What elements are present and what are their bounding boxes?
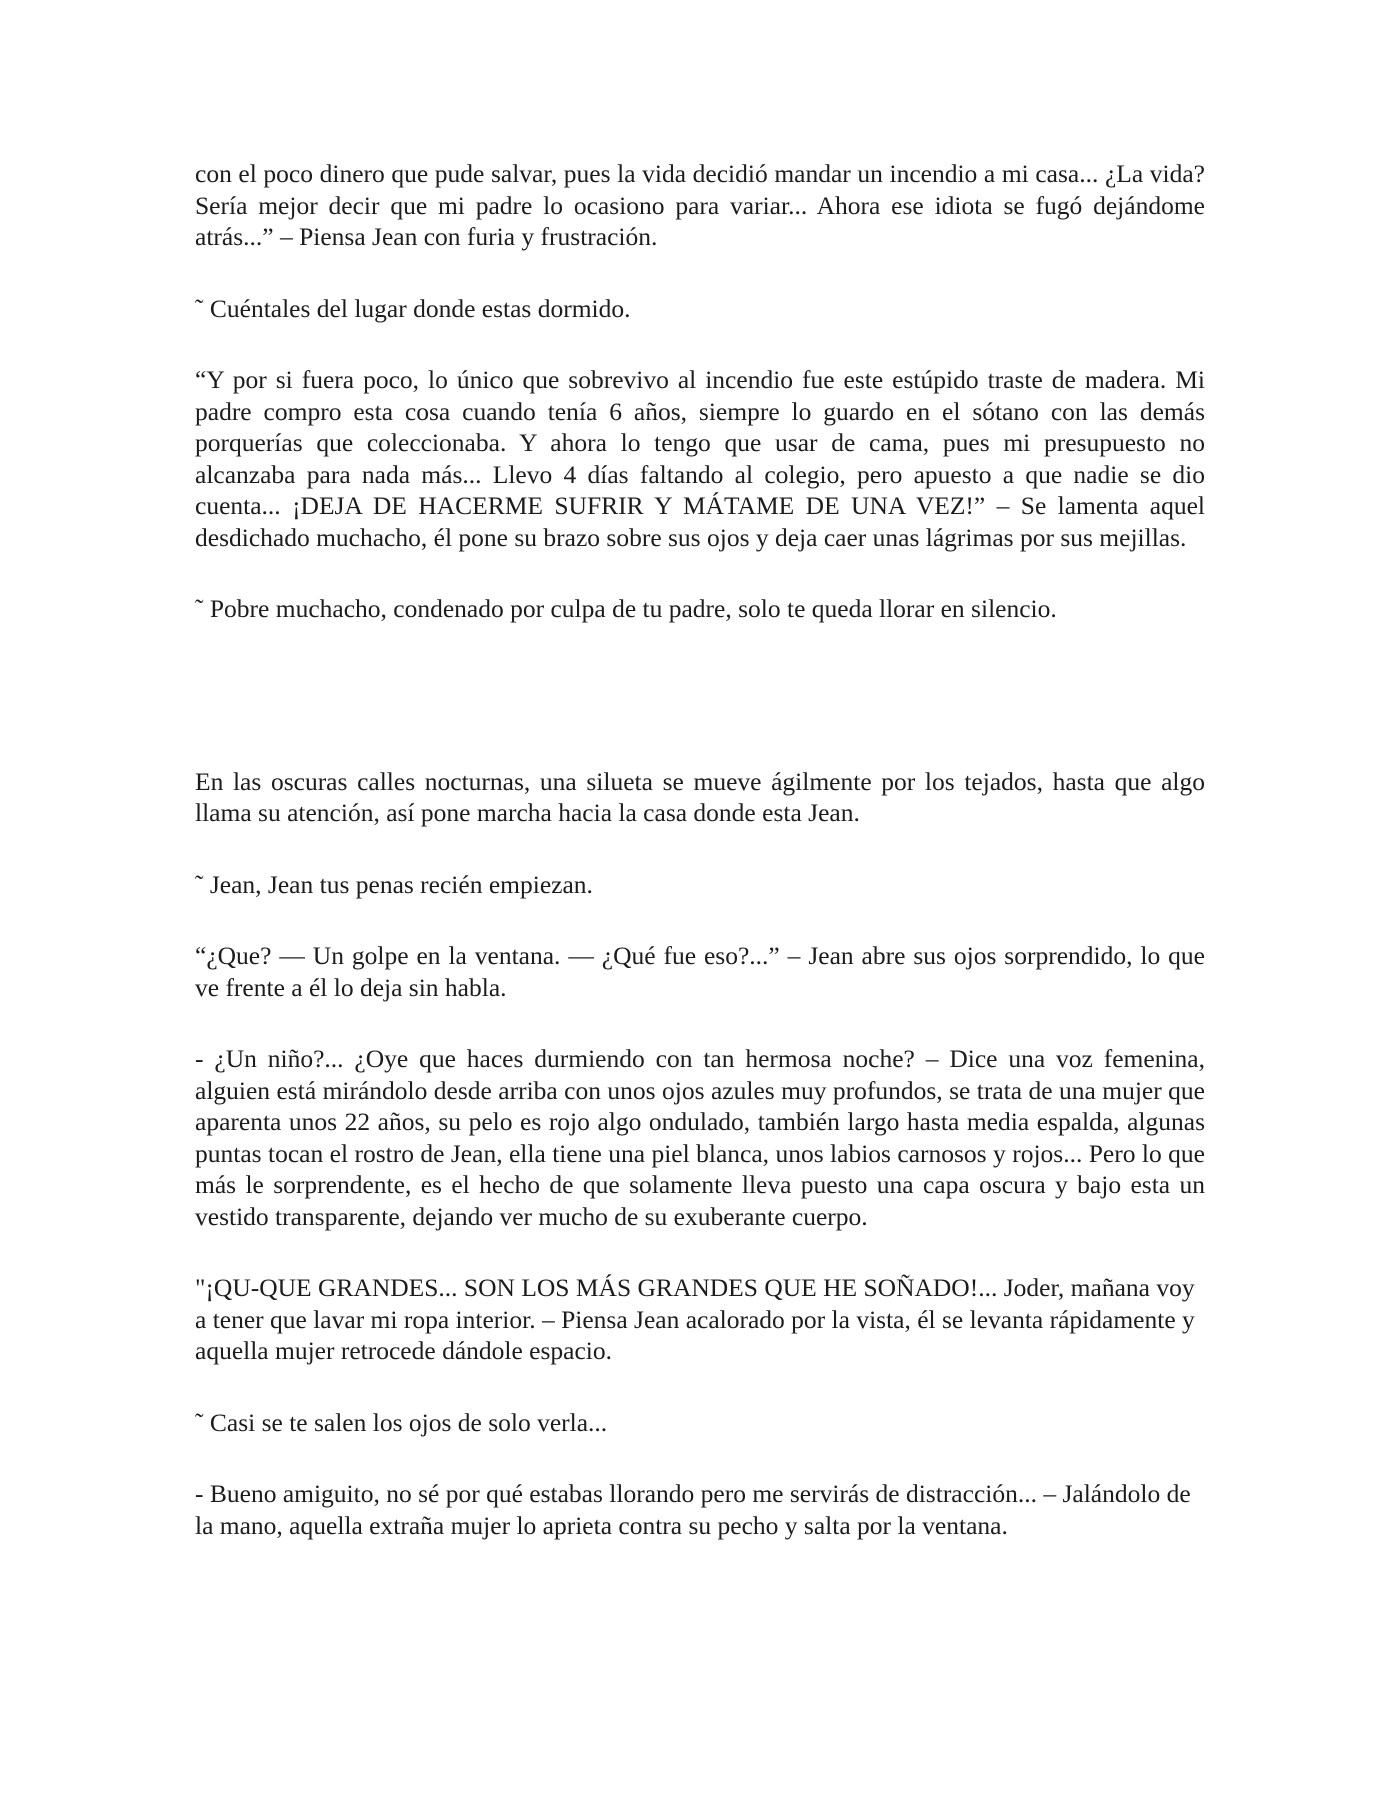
narrator-line: ˜ Pobre muchacho, condenado por culpa de tu padre, solo te queda llorar en silencio.	[195, 594, 1057, 623]
narrator-line: ˜ Jean, Jean tus penas recién empiezan.	[195, 869, 593, 899]
paragraph: "¡QU-QUE GRANDES... SON LOS MÁS GRANDES QUE HE SOÑADO!... Joder, mañana voy a tener que lavar mi ropa interior. – Piensa Jean acalorado por la vista, él se levanta rápidamente y aquella mujer retrocede dándole espacio.	[195, 1273, 1195, 1365]
document-page	[195, 158, 1205, 1581]
paragraph: “Y por si fuera poco, lo único que sobrevivo al incendio fue este estúpido traste de madera. Mi padre compro esta cosa cuando tenía 6 años, siempre lo guardo en el sótano con las demás porquerías que coleccionaba. Y ahora lo tengo que usar de cama, pues mi presupuesto no alcanzaba para nada más... Llevo 4 días faltando al colegio, pero apuesto a que nadie se dio cuenta... ¡DEJA DE HACERME SUFRIR Y MÁTAME DE UNA VEZ!” – Se lamenta aquel desdichado muchacho, él pone su brazo sobre sus ojos y deja caer unas lágrimas por sus mejillas.	[195, 365, 1205, 552]
paragraph: - Bueno amiguito, no sé por qué estabas llorando pero me servirás de distracción... – Jalándolo de la mano, aquella extraña mujer lo aprieta contra su pecho y salta por la ventana.	[195, 1479, 1191, 1540]
paragraph: - ¿Un niño?... ¿Oye que haces durmiendo con tan hermosa noche? – Dice una voz femenina, alguien está mirándolo desde arriba con unos ojos azules muy profundos, se trata de una mujer que aparenta unos 22 años, su pelo es rojo algo ondulado, también largo hasta media espalda, algunas puntas tocan el rostro de Jean, ella tiene una piel blanca, unos labios carnosos y rojos... Pero lo que más le sorprendente, es el hecho de que solamente lleva puesto una capa oscura y bajo esta un vestido transparente, dejando ver mucho de su exuberante cuerpo.	[195, 1044, 1205, 1231]
narrator-line: ˜ Casi se te salen los ojos de solo verla...	[195, 1407, 608, 1437]
narrator-line: ˜ Cuéntales del lugar donde estas dormido.	[195, 293, 631, 323]
paragraph: con el poco dinero que pude salvar, pues la vida decidió mandar un incendio a mi casa... ¿La vida? Sería mejor decir que mi padre lo ocasiono para variar... Ahora ese idiota se fugó dejándome atrás...” – Piensa Jean con furia y frustración.	[195, 159, 1205, 251]
section-break	[195, 665, 1205, 766]
paragraph: En las oscuras calles nocturnas, una silueta se mueve ágilmente por los tejados, hasta que algo llama su atención, así pone marcha hacia la casa donde esta Jean.	[195, 766, 1205, 827]
paragraph: “¿Que? — Un golpe en la ventana. — ¿Qué fue eso?...” – Jean abre sus ojos sorprendido, lo que ve frente a él lo deja sin habla.	[195, 941, 1205, 1002]
